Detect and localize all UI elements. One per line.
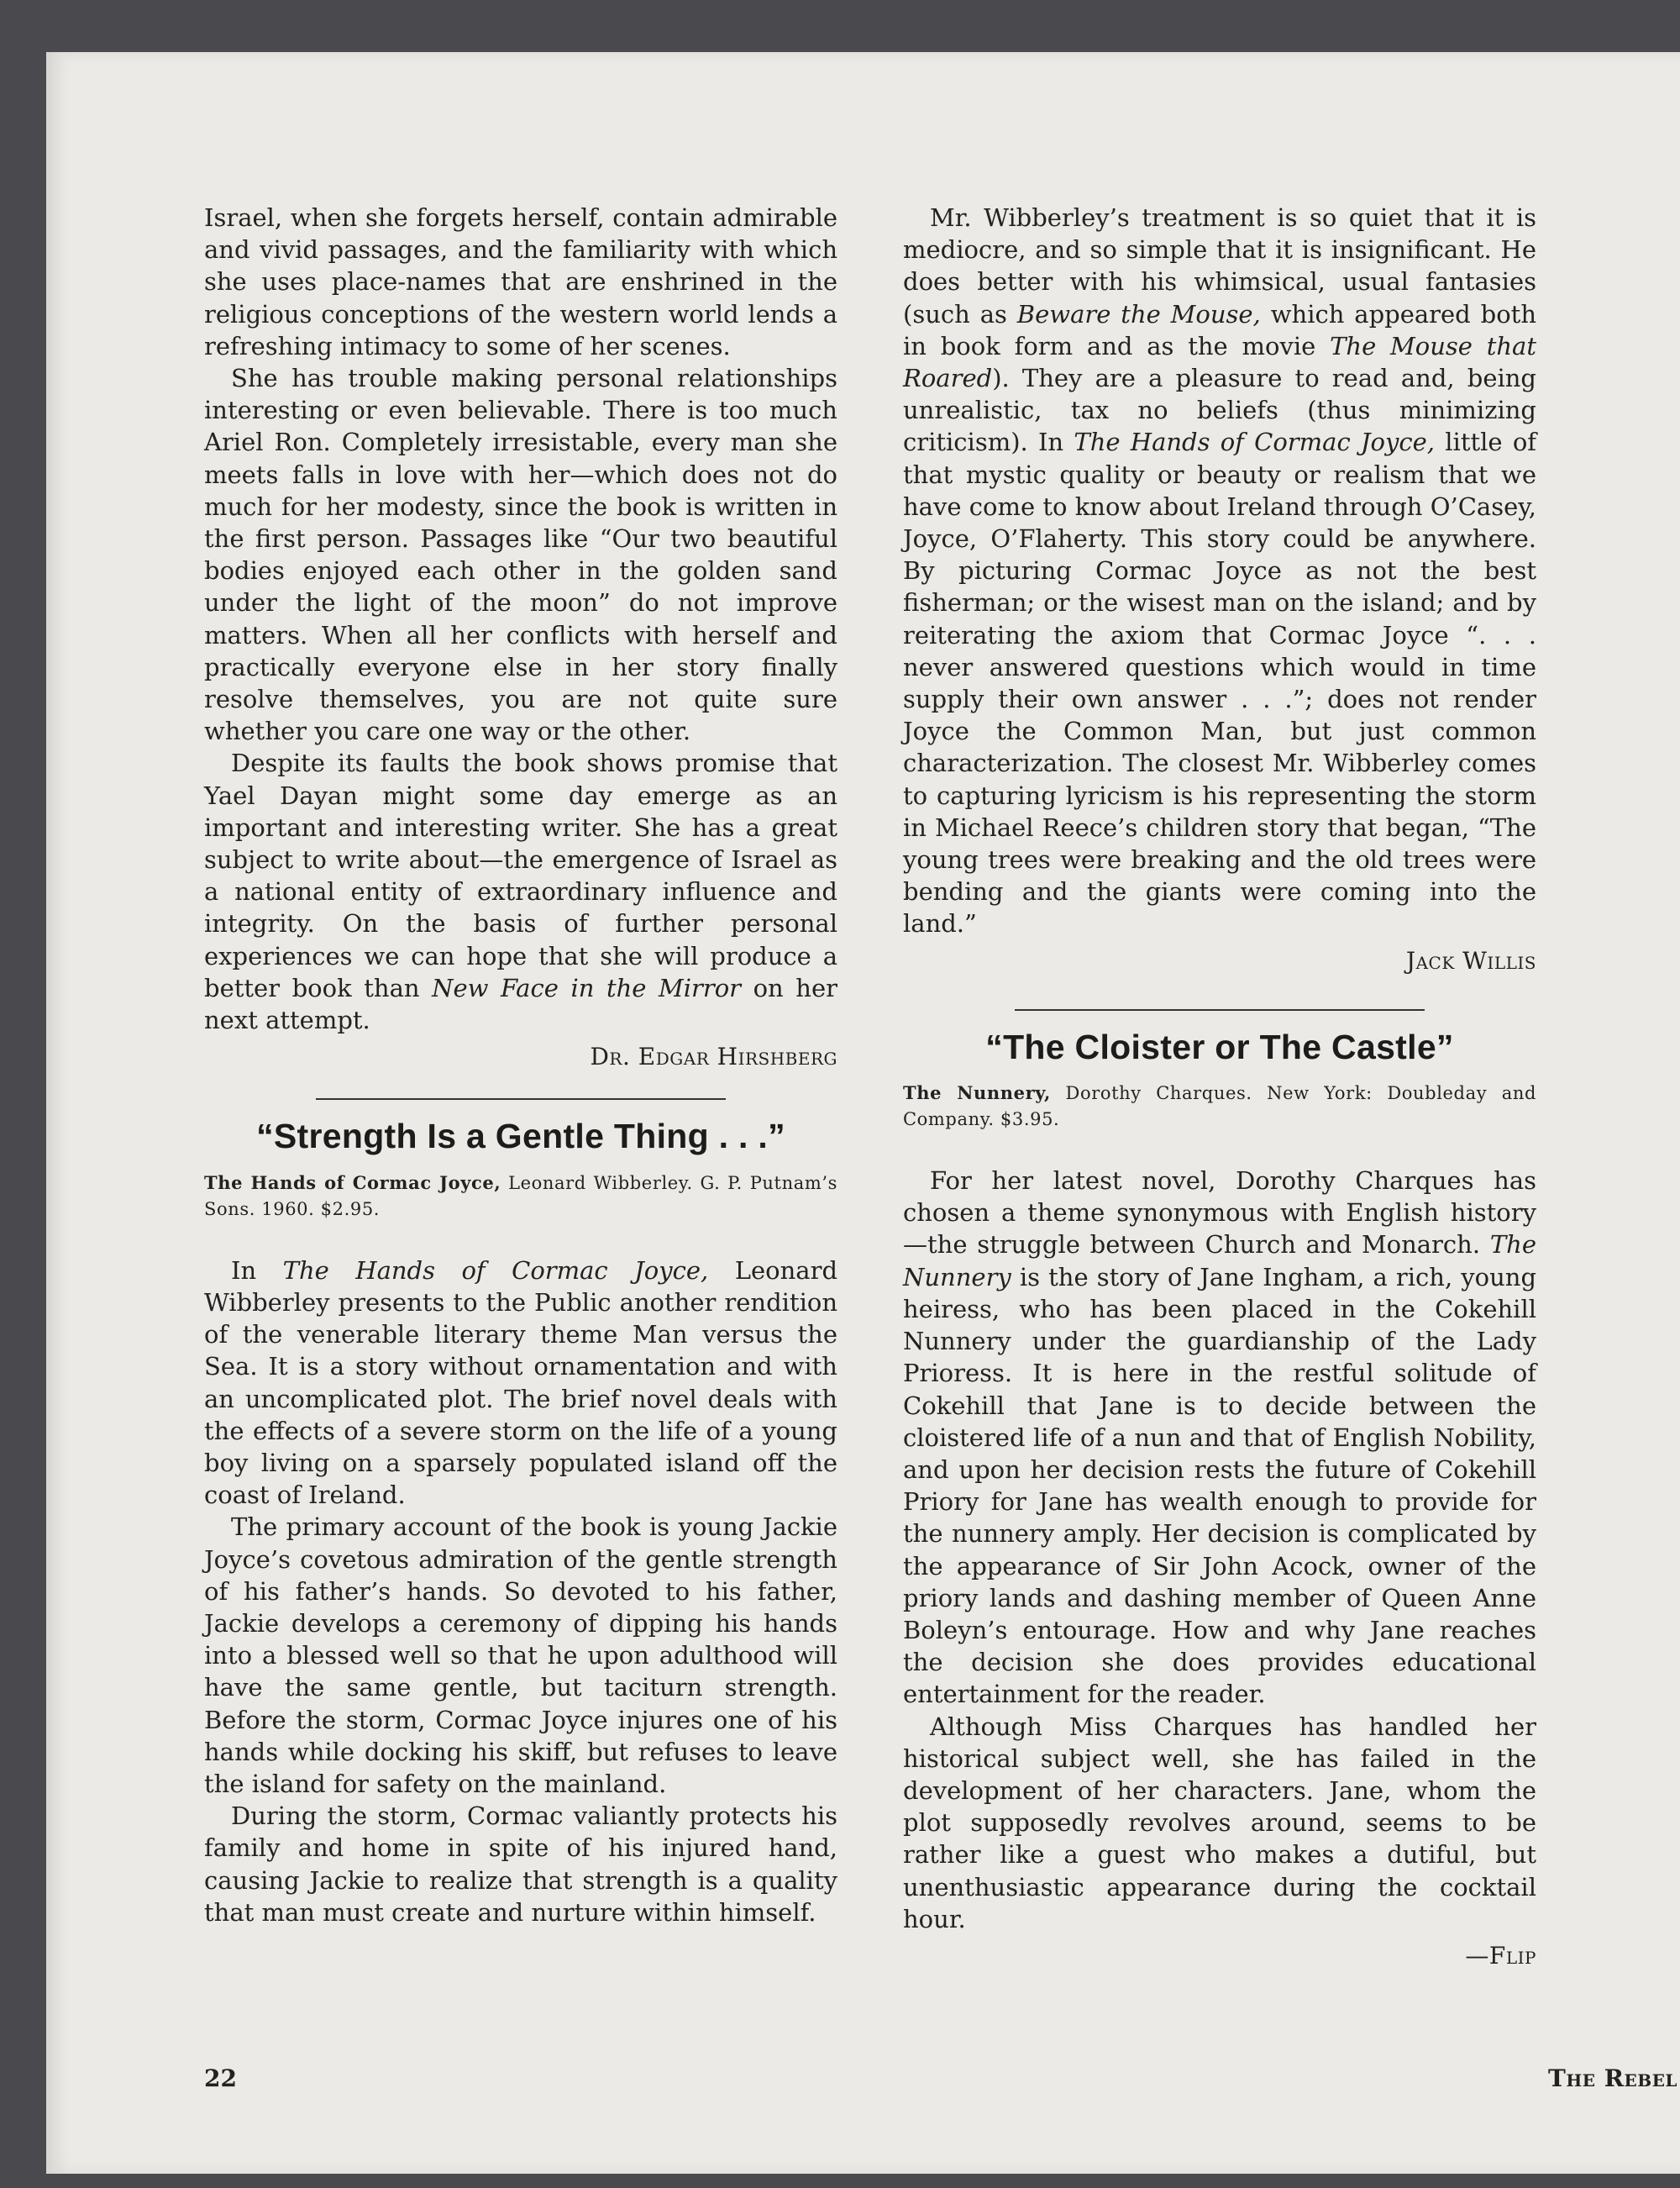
review3-paragraph: Although Miss Charques has handled her historical subject well, she has failed in the development of her characters. Jane, whom the plot supposedly revolves around, seems to be rather like a guest who makes a dutiful, but unenthusiastic appearance during the cocktail hour. [903,1712,1536,1933]
review-heading: “Strength Is a Gentle Thing . . .” [256,1117,785,1156]
book-title: The Hands of Cormac Joyce, [282,1255,709,1285]
book-title: Beware the Mouse, [1016,299,1261,329]
bibliographic-info: The Hands of Cormac Joyce, Leonard Wibberley. G. P. Putnam’s Sons. 1960. $2.95. [204,1171,837,1219]
magazine-page [46,52,1680,2174]
review3-paragraph: For her latest novel, Dorothy Charques has chosen a theme synonymous with English history —the struggle between Church and Monarch. The Nunnery is the story of Jane Ingham, a rich, young heiress, who has been placed in the Cokehill Nunnery under the guardianship of the Lady Prioress. It is here in the restful solitude of Cokehill that Jane is to decide between the cloistered life of a nun and that of English Nobility, and upon her decision rests the future of Cokehill Priory for Jane has wealth enough to provide for the nunnery amply. Her decision is complicated by the appearance of Sir John Acock, owner of the priory lands and dashing member of Queen Anne Boleyn’s entourage. How and why Jane reaches the decision she does provides educational entertainment for the reader. [903,1166,1537,1709]
page-number: 22 [204,2064,237,2092]
review2-paragraph: During the storm, Cormac valiantly protects his family and home in spite of his injured hand, causing Jackie to realize that strength is a quality that man must create and nurture within himself. [204,1801,837,1927]
section-divider [1015,1009,1425,1011]
review1-paragraph: Israel, when she forgets herself, contain admirable and vivid passages, and the familiarity with which she uses place-names that are enshrined in the religious conceptions of the western world lends a refreshing intimacy to some of her scenes. [204,203,837,360]
publication-name: The Rebel [1548,2064,1677,2092]
book-title: The Hands of Cormac Joyce, [1074,428,1436,457]
book-title: New Face in the Mirror [432,973,742,1002]
reviewer-signature: —Flip [1465,1941,1536,1970]
review1-paragraph: She has trouble making personal relationships interesting or even believable. There is too much Ariel Ron. Completely irresistable, every man she meets falls in love with her—which does not do much for her modesty, since the book is written in the first person. Passages like “Our two beautiful bodies enjoyed each other in the golden sand under the light of the moon” do not improve matters. When all her conflicts with herself and practically everyone else in her story finally resolve themselves, you are not quite sure whether you care one way or the other. [204,364,837,746]
review-heading: “The Cloister or The Castle” [985,1027,1454,1066]
section-divider [316,1098,726,1100]
reviewer-signature: Jack Willis [1405,946,1536,975]
left-column [204,202,837,1928]
review1-paragraph: Despite its faults the book shows promise that Yael Dayan might some day emerge as an important and interesting writer. She has a great subject to write about—the emergence of Israel as a national entity of extraordinary influence and integrity. On the basis of further personal experiences we can hope that she will produce a better book than New Face in the Mirror on her next attempt. [204,749,837,1035]
review2-paragraph: The primary account of the book is young Jackie Joyce’s covetous admiration of the gentle strength of his father’s hands. So devoted to his father, Jackie develops a ceremony of dipping his hands into a blessed well so that he upon adulthood will have the same gentle, but taciturn strength. Before the storm, Cormac Joyce injures one of his hands while docking his skiff, but refuses to leave the island for safety on the mainland. [204,1512,837,1798]
movie-title: The Mouse that Roared [903,331,1536,393]
review2-paragraph: In The Hands of Cormac Joyce, Leonard Wibberley presents to the Public another rendition of the venerable literary theme Man versus the Sea. It is a story without ornamentation and with an uncomplicated plot. The brief novel deals with the effects of a severe storm on the life of a young boy living on a sparsely populated island off the coast of Ireland. [204,1255,838,1510]
bibliographic-info: The Nunnery, Dorothy Charques. New York: Doubleday and Company. $3.95. [903,1082,1537,1130]
review2-paragraph: Mr. Wibberley’s treatment is so quiet that it is mediocre, and so simple that it is insignificant. He does better with his whimsical, usual fantasies (such as Beware the Mouse, which appeared both in book form and as the movie The Mouse that Roared). They are a pleasure to read and, being unrealistic, tax no beliefs (thus minimizing criticism). In The Hands of Cormac Joyce, little of that mystic quality or beauty or realism that we have come to know about Ireland through O’Casey, Joyce, O’Flaherty. This story could be anywhere. By picturing Cormac Joyce as not the best fisherman; or the wisest man on the island; and by reiterating the axiom that Cormac Joyce “. . . never answered questions which would in time supply their own answer . . .”; does not render Joyce the Common Man, but just common characterization. The closest Mr. Wibberley comes to capturing lyricism is his representing the storm in Michael Reece’s children story that began, “The young trees were breaking and the old trees were bending and the giants were coming into the land.” [903,203,1537,939]
book-title: The Nunnery [903,1230,1536,1291]
reviewer-signature: Dr. Edgar Hirshberg [590,1043,837,1071]
right-column [903,202,1536,1972]
